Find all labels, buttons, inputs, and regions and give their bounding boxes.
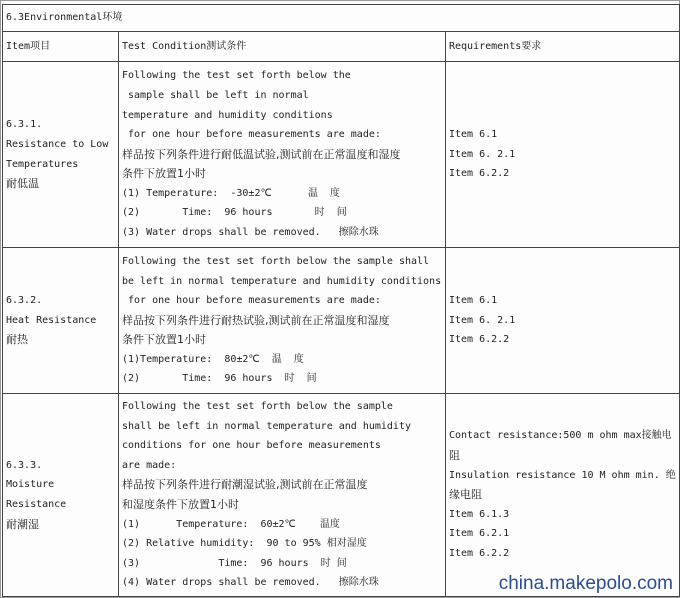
item-name-line: Resistance [6,499,67,510]
item-name-cn: 耐潮湿 [6,517,39,531]
condition-line: (2) Time: 96 hours 时 间 [122,373,317,385]
condition-line: (3) Time: 96 hours 时 间 [122,557,347,569]
requirement-line: Item 6.2.2 [449,547,510,559]
item-number: 6.3.1. [6,119,43,131]
header-requirements: Requirements要求 [446,32,680,62]
condition-line: Following the test set forth below the [122,70,351,82]
item-number: 6.3.3. [6,459,43,471]
header-item: Item项目 [3,32,119,62]
requirement-line: Item 6.1.3 [449,508,510,520]
condition-line: sample shall be left in normal [122,89,309,101]
requirement-line-cn: 阻 [449,449,460,463]
condition-line: shall be left in normal temperature and humidity [122,420,411,432]
condition-line: Following the test set forth below the sample shall [122,255,430,267]
requirement-line: Item 6.2.2 [449,334,510,346]
condition-line: (1) Temperature: 60±2℃ 温度 [122,518,340,530]
header-test-condition: Test Condition测试条件 [119,32,446,62]
item-cell [3,62,119,248]
condition-cell [119,248,446,394]
requirements-cell [446,394,680,597]
condition-line-cn: 样品按下列条件进行耐低温试验,测试前在正常温度和湿度 [122,147,401,161]
requirements-cell [446,248,680,394]
item-number: 6.3.2. [6,295,43,307]
requirement-line: Insulation resistance 10 M ohm min. 绝 [449,469,676,481]
condition-line: are made: [122,459,177,471]
condition-line: (3) Water drops shall be removed. 擦除水珠 [122,227,379,239]
condition-line: for one hour before measurements are made: [122,129,381,141]
condition-line: (2) Relative humidity: 90 to 95% 相对湿度 [122,538,367,550]
condition-line: (2) Time: 96 hours 时 间 [122,207,347,219]
condition-line-cn: 和湿度条件下放置1小时 [122,498,239,511]
item-name-line: Resistance to Low [6,138,109,150]
table-row [3,62,680,248]
item-name-line: Moisture [6,479,55,491]
condition-line-cn: 条件下放置1小时 [122,333,206,347]
item-name-cn: 耐低温 [6,177,39,191]
condition-line: (1) Temperature: -30±2℃ 温 度 [122,187,340,199]
environmental-spec-table [2,4,680,597]
condition-line: conditions for one hour before measurements [122,440,381,452]
requirement-line: Item 6.2.1 [449,528,510,540]
watermark: china.makepolo.com [498,573,673,594]
table-title: 6.3Environmental环境 [3,5,680,32]
table-row [3,248,680,394]
table-row [3,394,680,597]
condition-line: be left in normal temperature and humidity conditions [122,275,442,287]
condition-line: (4) Water drops shall be removed. 擦除水珠 [122,577,379,589]
condition-cell [119,394,446,597]
item-name-line: Heat Resistance [6,314,97,326]
item-cell [3,394,119,597]
condition-line: Following the test set forth below the sample [122,401,393,413]
requirement-line: Item 6. 2.1 [449,148,516,160]
requirement-line: Item 6. 2.1 [449,314,516,326]
condition-line-cn: 样品按下列条件进行耐潮湿试验,测试前在正常温度 [122,478,368,492]
requirement-line: Item 6.1 [449,129,498,141]
item-cell [3,248,119,394]
item-name-line: Temperatures [6,158,79,170]
condition-line-cn: 条件下放置1小时 [122,167,206,181]
condition-line-cn: 样品按下列条件进行耐热试验,测试前在正常温度和湿度 [122,313,390,327]
condition-line: (1)Temperature: 80±2℃ 温 度 [122,353,304,365]
requirement-line: Contact resistance:500 m ohm max接触电 [449,430,672,442]
item-name-cn: 耐热 [6,333,28,347]
condition-line: temperature and humidity conditions [122,109,333,121]
requirement-line: Item 6.1 [449,295,498,307]
requirement-line-cn: 缘电阻 [449,488,482,502]
requirement-line: Item 6.2.2 [449,168,510,180]
condition-line: for one hour before measurements are made: [122,295,381,307]
condition-cell [119,62,446,248]
requirements-cell [446,62,680,248]
